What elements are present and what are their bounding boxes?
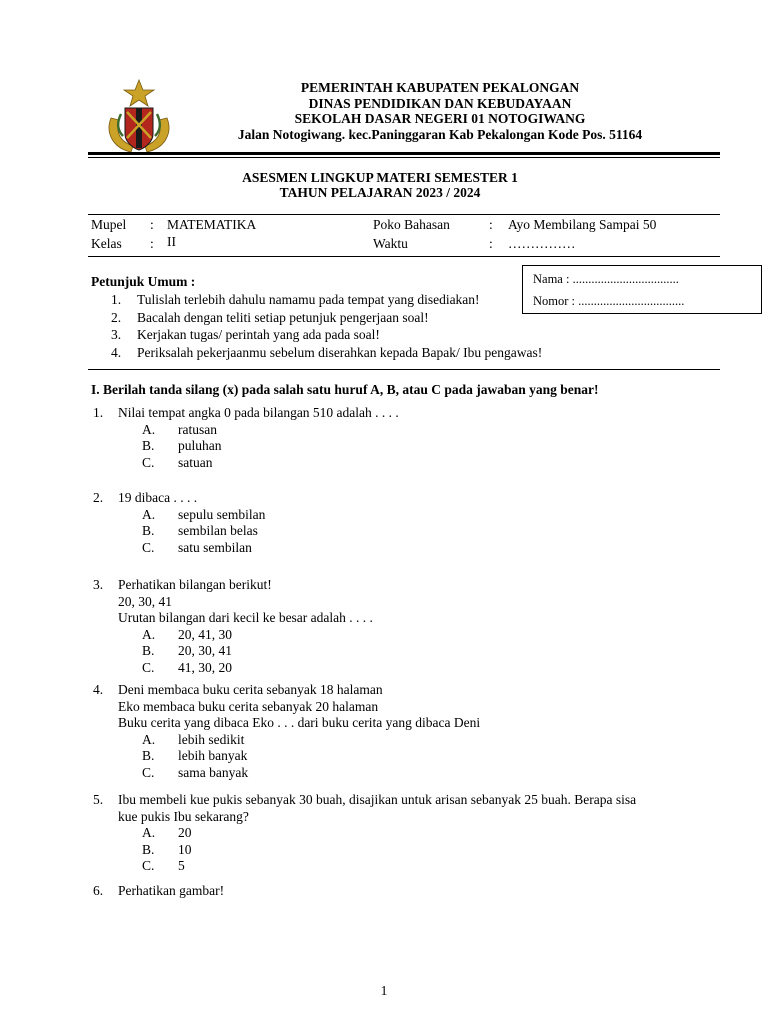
option-letter: C. xyxy=(142,539,155,555)
instruction-number: 4. xyxy=(111,344,122,360)
option-letter: A. xyxy=(142,825,156,840)
question-text: Perhatikan bilangan berikut! xyxy=(118,577,272,592)
option-text: sembilan belas xyxy=(178,523,258,538)
question-number: 4. xyxy=(93,682,104,697)
nomor-field[interactable]: Nomor : .................................. xyxy=(533,294,685,308)
instruction-number: 1. xyxy=(111,292,122,307)
mupel-value: MATEMATIKA xyxy=(167,217,257,232)
kelas-label: Kelas xyxy=(91,236,122,251)
section-separator-rule xyxy=(88,369,720,370)
question-5 xyxy=(93,792,636,875)
letterhead xyxy=(180,80,700,142)
question-text: Urutan bilangan dari kecil ke besar adalah . . . . xyxy=(118,610,373,625)
option-text: ratusan xyxy=(178,421,217,437)
instruction-item xyxy=(111,309,542,327)
student-name-box xyxy=(522,265,762,314)
instruction-item xyxy=(111,326,542,344)
instructions-list xyxy=(111,291,542,361)
question-4 xyxy=(93,682,480,781)
section-heading: I. Berilah tanda silang (x) pada salah satu huruf A, B, atau C pada jawaban yang benar! xyxy=(91,382,599,397)
option-a[interactable] xyxy=(118,825,636,842)
option-c[interactable] xyxy=(118,660,373,677)
option-letter: A. xyxy=(142,731,156,747)
question-1 xyxy=(93,405,399,471)
option-letter: A. xyxy=(142,626,156,642)
question-number: 2. xyxy=(93,490,104,505)
option-b[interactable] xyxy=(118,842,636,859)
letterhead-rule-thin xyxy=(88,157,720,158)
option-text: 20 xyxy=(178,825,192,840)
question-6 xyxy=(93,883,224,900)
info-top-rule xyxy=(88,214,720,215)
instruction-text: Bacalah dengan teliti setiap petunjuk pengerjaan soal! xyxy=(137,309,429,325)
option-text: lebih sedikit xyxy=(178,731,245,747)
header-school-name: SEKOLAH DASAR NEGERI 01 NOTOGIWANG xyxy=(294,111,586,126)
poko-bahasan-colon: : xyxy=(489,217,493,232)
question-text: 19 dibaca . . . . xyxy=(118,490,198,505)
poko-bahasan-label: Poko Bahasan xyxy=(373,217,450,232)
question-number: 6. xyxy=(93,883,104,898)
waktu-label: Waktu xyxy=(373,236,408,251)
instruction-number: 3. xyxy=(111,327,122,342)
poko-bahasan-value: Ayo Membilang Sampai 50 xyxy=(508,217,657,232)
option-a[interactable] xyxy=(118,422,399,439)
instruction-text: Kerjakan tugas/ perintah yang ada pada soal! xyxy=(137,327,380,342)
option-c[interactable] xyxy=(118,765,480,782)
kelas-value: II xyxy=(167,234,176,249)
kelas-colon: : xyxy=(150,236,154,251)
option-text: 5 xyxy=(178,858,185,873)
instruction-item xyxy=(111,344,542,362)
question-2 xyxy=(93,490,265,556)
question-text: Eko membaca buku cerita sebanyak 20 halaman xyxy=(118,698,379,714)
option-letter: B. xyxy=(142,523,155,538)
option-text: satuan xyxy=(178,454,213,470)
instruction-item xyxy=(111,291,542,309)
option-text: 20, 41, 30 xyxy=(178,626,232,642)
option-letter: B. xyxy=(142,748,155,763)
question-text: kue pukis Ibu sekarang? xyxy=(118,808,249,824)
info-bottom-rule xyxy=(88,256,720,257)
option-letter: B. xyxy=(142,643,155,658)
question-number: 3. xyxy=(93,577,104,592)
exam-title-line2: TAHUN PELAJARAN 2023 / 2024 xyxy=(279,185,481,200)
option-text: 41, 30, 20 xyxy=(178,659,232,675)
option-text: sama banyak xyxy=(178,764,249,780)
question-text: Deni membaca buku cerita sebanyak 18 halaman xyxy=(118,682,383,697)
option-b[interactable] xyxy=(118,523,265,540)
option-text: satu sembilan xyxy=(178,539,252,555)
question-3 xyxy=(93,577,373,676)
header-address: Jalan Notogiwang. kec.Paninggaran Kab Pekalongan Kode Pos. 51164 xyxy=(237,126,643,142)
question-number: 1. xyxy=(93,405,104,420)
question-text: Buku cerita yang dibaca Eko . . . dari buku cerita yang dibaca Deni xyxy=(118,715,481,730)
exam-title xyxy=(88,170,672,200)
question-text: Perhatikan gambar! xyxy=(118,883,225,898)
nama-field[interactable]: Nama : .................................. xyxy=(533,272,679,286)
header-department: DINAS PENDIDIKAN DAN KEBUDAYAAN xyxy=(308,95,572,111)
option-letter: A. xyxy=(142,421,156,437)
option-b[interactable] xyxy=(118,748,480,765)
option-letter: B. xyxy=(142,841,155,857)
question-text: 20, 30, 41 xyxy=(118,593,172,609)
question-text: Nilai tempat angka 0 pada bilangan 510 adalah . . . . xyxy=(118,405,399,420)
header-government: PEMERINTAH KABUPATEN PEKALONGAN xyxy=(300,80,580,95)
option-b[interactable] xyxy=(118,438,399,455)
option-c[interactable] xyxy=(118,455,399,472)
school-emblem-logo xyxy=(103,78,175,158)
option-letter: C. xyxy=(142,764,155,780)
option-a[interactable] xyxy=(118,732,480,749)
option-text: 10 xyxy=(178,841,192,857)
option-letter: C. xyxy=(142,858,155,873)
waktu-value: …………… xyxy=(508,236,576,251)
question-number: 5. xyxy=(93,792,104,807)
question-text: Ibu membeli kue pukis sebanyak 30 buah, disajikan untuk arisan sebanyak 25 buah. Berapa sisa xyxy=(118,792,637,807)
option-letter: B. xyxy=(142,438,155,453)
option-letter: A. xyxy=(142,506,156,522)
option-b[interactable] xyxy=(118,643,373,660)
instruction-number: 2. xyxy=(111,309,122,325)
mupel-colon: : xyxy=(150,217,154,232)
option-letter: C. xyxy=(142,659,155,675)
instruction-text: Tulislah terlebih dahulu namamu pada tempat yang disediakan! xyxy=(137,292,480,307)
letterhead-rule-thick xyxy=(88,152,720,155)
page-number: 1 xyxy=(380,983,388,998)
option-text: 20, 30, 41 xyxy=(178,643,232,658)
option-c[interactable] xyxy=(118,858,636,875)
exam-title-line1: ASESMEN LINGKUP MATERI SEMESTER 1 xyxy=(242,170,518,185)
option-a[interactable] xyxy=(118,627,373,644)
instruction-text: Periksalah pekerjaanmu sebelum diserahkan kepada Bapak/ Ibu pengawas! xyxy=(137,344,543,360)
option-a[interactable] xyxy=(118,507,265,524)
waktu-colon: : xyxy=(489,236,493,251)
instructions-title: Petunjuk Umum : xyxy=(91,274,196,289)
option-letter: C. xyxy=(142,454,155,470)
option-c[interactable] xyxy=(118,540,265,557)
option-text: puluhan xyxy=(178,438,222,453)
mupel-label: Mupel xyxy=(91,217,127,232)
option-text: lebih banyak xyxy=(178,748,248,763)
option-text: sepulu sembilan xyxy=(178,506,266,522)
